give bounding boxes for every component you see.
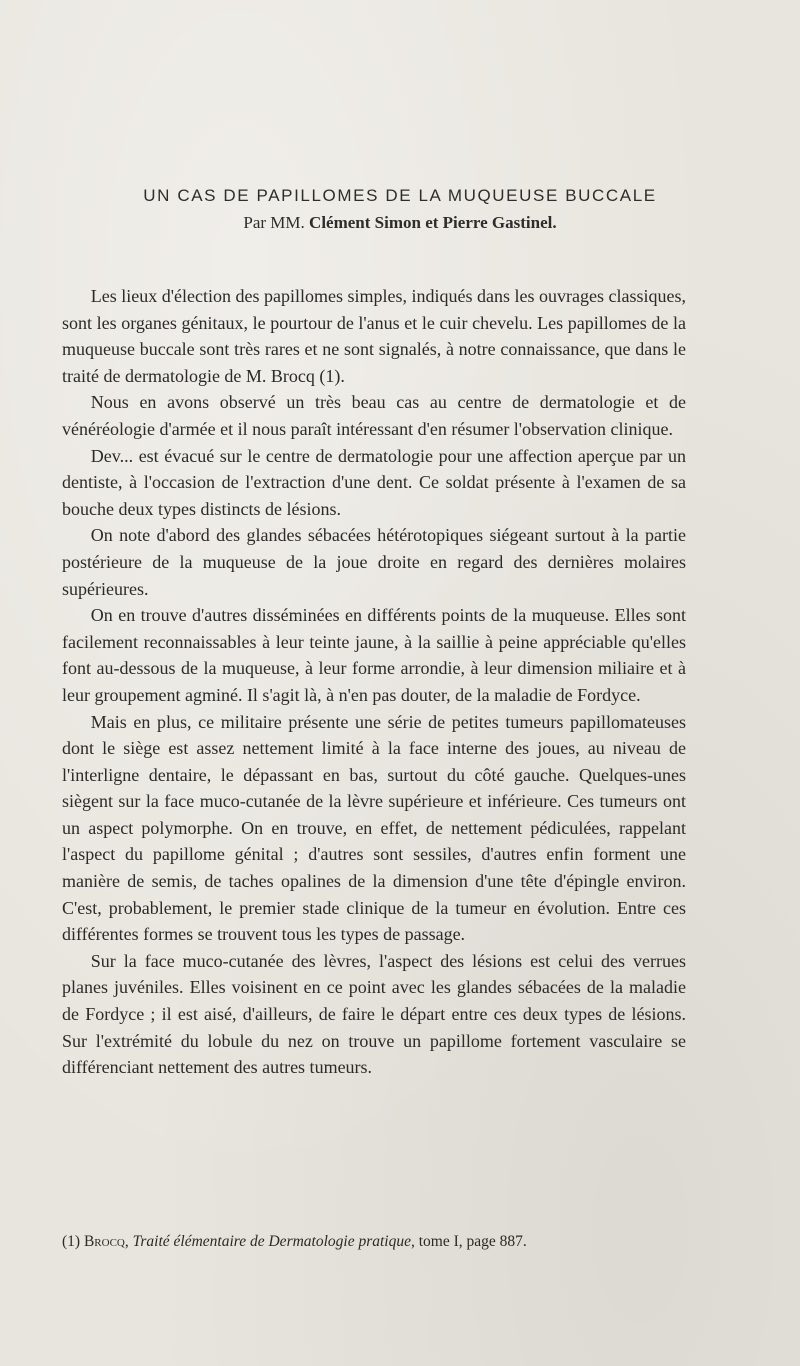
paragraph: On en trouve d'autres disséminées en différents points de la muqueuse. Elles sont facilement reconnaissables à leur teinte jaune, à la saillie à peine appréciable qu'elles font au-dessous de la muqueuse, à leur forme arrondie, à leur dimension miliaire et à leur groupement agminé. Il s'agit là, à n'en pas douter, de la maladie de Fordyce. <box>62 605 686 705</box>
paragraph: Nous en avons observé un très beau cas au centre de dermatologie et de vénéréologie d'armée et il nous paraît intéressant d'en résumer l'observation clinique. <box>62 392 686 439</box>
authors-names: Clément Simon et Pierre Gastinel. <box>309 213 557 232</box>
footnote-work: Traité élémentaire de Dermatologie pratique, <box>132 1233 415 1250</box>
footnote-author: Brocq, <box>83 1233 129 1250</box>
paragraph: On note d'abord des glandes sébacées hétérotopiques siégeant surtout à la partie postérieure de la muqueuse de la joue droite en regard des dernières molaires supérieures. <box>62 525 686 599</box>
paragraph: Sur la face muco-cutanée des lèvres, l'aspect des lésions est celui des verrues planes juvéniles. Elles voisinent en ce point avec les glandes sébacées de la maladie de Fordyce ; il est aisé, d'ailleurs, de faire le départ entre ces deux types de lésions. Sur l'extrémité du lobule du nez on trouve un papillome fortement vasculaire se différenciant nettement des autres tumeurs. <box>62 950 686 1078</box>
authors-prefix: Par MM. <box>243 213 305 232</box>
footnote <box>62 1233 686 1251</box>
paragraph: Les lieux d'élection des papillomes simples, indiqués dans les ouvrages classiques, sont les organes génitaux, le pourtour de l'anus et le cuir chevelu. Les papillomes de la muqueuse buccale sont très rares et ne sont signalés, à notre connaissance, que dans le traité de dermatologie de M. Brocq (1). <box>62 286 686 386</box>
article-title: UN CAS DE PAPILLOMES DE LA MUQUEUSE BUCCALE <box>143 186 657 205</box>
paragraph: Mais en plus, ce militaire présente une série de petites tumeurs papillomateuses dont le siège est assez nettement limité à la face interne des joues, au niveau de l'interligne dentaire, le dépassant en bas, surtout du côté gauche. Quelques-unes siègent sur la face muco-cutanée de la lèvre supérieure et inférieure. Ces tumeurs ont un aspect polymorphe. On en trouve, en effet, de nettement pédiculées, rappelant l'aspect du papillome génital ; d'autres sont sessiles, d'autres enfin forment une manière de semis, de taches opalines de la dimension d'une tête d'épingle environ. C'est, probablement, le premier stade clinique de la tumeur en évolution. Entre ces différentes formes se trouvent tous les types de passage. <box>62 711 686 945</box>
article-body <box>62 283 686 1081</box>
paragraph: Dev... est évacué sur le centre de dermatologie pour une affection aperçue par un dentiste, à l'occasion de l'extraction d'une dent. Ce soldat présente à l'examen de sa bouche deux types distincts de lésions. <box>62 445 686 519</box>
article-authors <box>0 213 800 233</box>
footnote-location: tome I, page 887. <box>418 1233 527 1250</box>
footnote-number: (1) <box>62 1233 81 1250</box>
